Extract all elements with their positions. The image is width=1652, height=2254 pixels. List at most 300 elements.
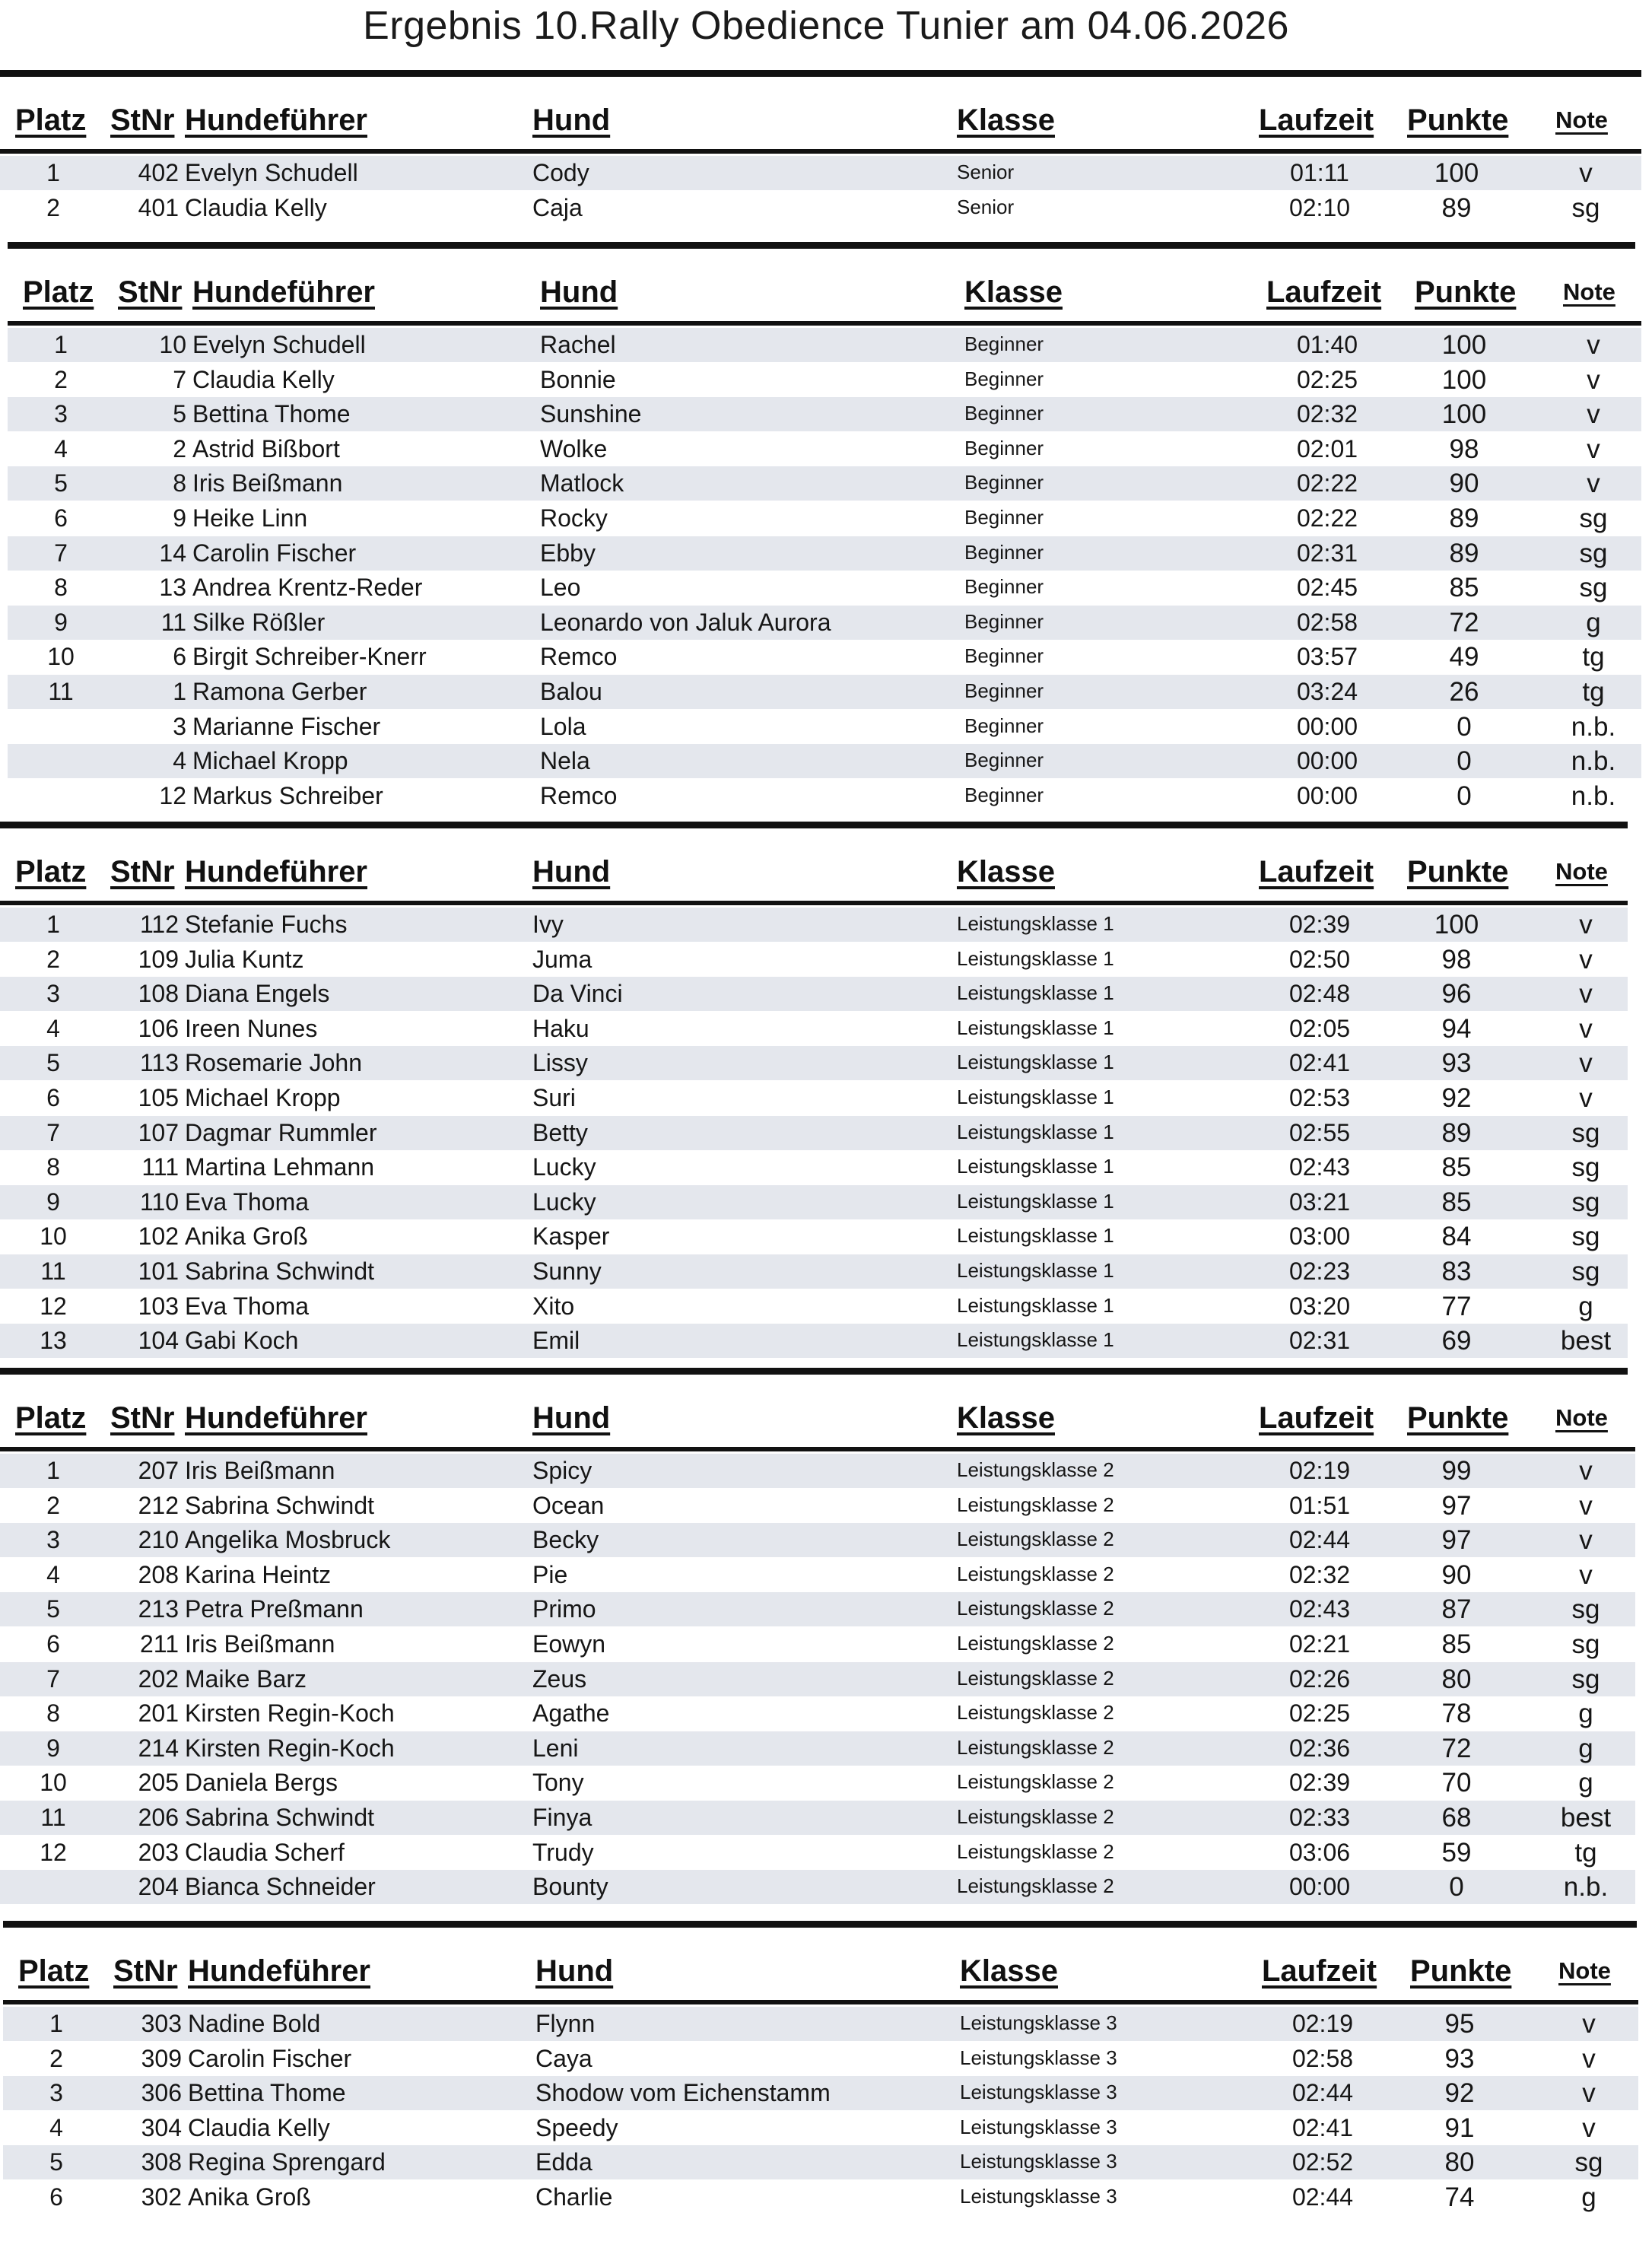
cell-name: Julia Kuntz [185,945,304,973]
cell-platz: 5 [46,1595,60,1623]
cell-laufzeit: 02:19 [1288,1457,1351,1484]
cell-note: v [1587,434,1600,464]
cell-note: sg [1579,573,1608,603]
table-row [8,675,1641,709]
column-header-klasse: Klasse [957,1401,1055,1435]
cell-punkte: 78 [1441,1699,1472,1729]
cell-stnr: 201 [138,1699,179,1728]
cell-klasse: Leistungsklasse 2 [957,1735,1114,1759]
cell-punkte: 93 [1444,2043,1475,2074]
cell-hund: Agathe [532,1699,610,1728]
table-row [0,1454,1635,1488]
cell-hund: Ivy [532,911,564,938]
cell-name: Birgit Schreiber-Knerr [192,643,427,671]
table-row [0,191,1641,225]
cell-platz: 3 [49,2079,63,2107]
column-header-hundefuehrer: Hundeführer [185,1401,367,1435]
cell-hund: Zeus [532,1664,587,1693]
cell-punkte: 95 [1444,2009,1475,2039]
cell-laufzeit: 01:11 [1290,159,1349,186]
cell-laufzeit: 02:44 [1291,2079,1354,2107]
cell-hund: Finya [532,1804,592,1831]
cell-punkte: 0 [1457,746,1472,777]
cell-name: Sabrina Schwindt [185,1804,375,1831]
cell-punkte: 68 [1441,1803,1472,1833]
cell-hund: Edda [535,2148,592,2176]
cell-laufzeit: 02:43 [1288,1153,1351,1181]
cell-name: Carolin Fischer [192,539,357,567]
cell-laufzeit: 03:00 [1288,1222,1351,1251]
cell-klasse: Leistungsklasse 2 [957,1701,1114,1725]
cell-note: v [1579,1048,1593,1079]
cell-name: Bettina Thome [188,2079,346,2107]
table-row [8,328,1641,362]
cell-stnr: 202 [138,1664,179,1693]
table-row [0,1185,1628,1219]
table-row [8,432,1641,466]
cell-name: Angelika Mosbruck [185,1526,391,1554]
cell-platz: 11 [40,1257,66,1285]
cell-klasse: Leistungsklasse 1 [957,1189,1114,1213]
cell-punkte: 85 [1441,1187,1472,1217]
cell-klasse: Leistungsklasse 3 [960,2081,1117,2104]
column-header-laufzeit: Laufzeit [1262,1954,1377,1988]
cell-name: Iris Beißmann [192,469,343,498]
cell-platz: 8 [46,1153,60,1181]
cell-hund: Da Vinci [532,980,623,1008]
cell-hund: Matlock [540,469,624,498]
cell-note: tg [1582,642,1605,672]
cell-platz: 4 [54,434,68,463]
cell-hund: Spicy [532,1457,592,1484]
table-row [0,943,1628,977]
cell-klasse: Leistungsklasse 3 [960,2115,1117,2138]
cell-name: Petra Preßmann [185,1595,364,1623]
cell-stnr: 105 [138,1084,179,1111]
cell-stnr: 3 [173,712,186,740]
cell-hund: Wolke [540,434,608,463]
column-header-punkte: Punkte [1407,103,1509,137]
table-row [0,1801,1635,1835]
cell-stnr: 13 [159,574,186,602]
cell-name: Eva Thoma [185,1292,310,1320]
cell-laufzeit: 02:10 [1288,193,1351,221]
cell-hund: Emil [532,1327,580,1355]
cell-note: g [1581,2182,1596,2212]
cell-name: Stefanie Fuchs [185,911,348,938]
cell-platz: 6 [54,504,68,532]
section-top-rule [0,1368,1628,1375]
column-header-punkte: Punkte [1407,1401,1509,1435]
cell-note: v [1579,910,1593,939]
cell-name: Kirsten Regin-Koch [185,1699,395,1728]
cell-stnr: 213 [138,1595,179,1623]
cell-stnr: 7 [173,365,186,393]
cell-note: sg [1571,192,1600,223]
page-title: Ergebnis 10.Rally Obedience Tunier am 04.06.2026 [363,4,1289,48]
cell-hund: Ebby [540,539,596,567]
cell-punkte: 83 [1441,1257,1472,1286]
cell-laufzeit: 02:01 [1296,434,1358,463]
column-header-stnr: StNr [110,103,175,137]
cell-note: v [1579,1013,1593,1044]
cell-stnr: 12 [159,781,186,809]
cell-stnr: 2 [173,434,186,463]
cell-note: n.b. [1571,780,1616,811]
cell-note: v [1582,2078,1596,2109]
cell-note: tg [1582,677,1605,707]
cell-laufzeit: 02:44 [1288,1526,1351,1554]
cell-hund: Lucky [532,1153,596,1181]
column-header-hundefuehrer: Hundeführer [188,1954,370,1988]
cell-platz: 4 [46,1014,60,1042]
cell-laufzeit: 02:44 [1291,2183,1354,2211]
cell-klasse: Beginner [964,402,1044,425]
cell-punkte: 98 [1441,944,1472,974]
cell-laufzeit: 02:21 [1288,1630,1351,1658]
cell-klasse: Leistungsklasse 2 [957,1493,1114,1516]
cell-name: Evelyn Schudell [185,159,358,186]
cell-stnr: 212 [138,1491,179,1519]
cell-name: Maike Barz [185,1664,307,1693]
cell-laufzeit: 02:50 [1288,945,1351,973]
cell-name: Markus Schreiber [192,781,383,809]
column-header-note: Note [1558,1957,1611,1984]
cell-laufzeit: 02:52 [1291,2148,1354,2176]
cell-name: Claudia Kelly [192,365,335,393]
cell-laufzeit: 02:19 [1291,2010,1354,2037]
cell-klasse: Beginner [964,332,1044,355]
section-top-rule [0,70,1641,77]
cell-platz: 4 [49,2113,63,2141]
cell-hund: Xito [532,1292,575,1320]
cell-note: sg [1571,1117,1600,1148]
cell-punkte: 93 [1441,1048,1472,1079]
column-header-punkte: Punkte [1415,275,1517,309]
cell-hund: Haku [532,1014,589,1042]
cell-hund: Suri [532,1084,576,1111]
cell-note: v [1579,1083,1593,1113]
cell-klasse: Beginner [964,540,1044,564]
cell-punkte: 84 [1441,1222,1472,1252]
table-row [0,1558,1635,1592]
cell-name: Rosemarie John [185,1049,362,1077]
cell-hund: Bounty [532,1873,608,1901]
cell-punkte: 70 [1441,1768,1472,1798]
column-header-note: Note [1555,1404,1608,1431]
column-header-platz: Platz [15,855,87,889]
cell-punkte: 94 [1441,1013,1472,1044]
cell-punkte: 85 [1441,1629,1472,1659]
cell-stnr: 402 [138,159,179,186]
cell-hund: Ocean [532,1491,605,1519]
cell-hund: Primo [532,1595,596,1623]
cell-stnr: 5 [173,400,186,428]
header-rule [0,901,1628,905]
cell-note: sg [1571,1187,1600,1217]
cell-note: sg [1579,504,1608,533]
cell-platz: 10 [40,1769,67,1797]
cell-name: Daniela Bergs [185,1769,338,1797]
column-header-platz: Platz [23,275,94,309]
cell-platz: 2 [54,365,68,393]
cell-laufzeit: 02:48 [1288,980,1351,1008]
cell-klasse: Leistungsklasse 1 [957,981,1114,1005]
column-header-hund: Hund [540,275,618,309]
cell-punkte: 90 [1441,1559,1472,1590]
table-row [0,156,1641,190]
column-header-note: Note [1563,278,1615,305]
cell-hund: Nela [540,747,590,775]
cell-klasse: Beginner [964,609,1044,633]
cell-punkte: 98 [1449,434,1479,464]
column-header-klasse: Klasse [960,1954,1058,1988]
column-header-platz: Platz [15,103,87,137]
cell-note: v [1582,2043,1596,2074]
cell-hund: Leonardo von Jaluk Aurora [540,608,831,636]
cell-laufzeit: 02:33 [1288,1804,1351,1831]
cell-platz: 3 [46,980,60,1008]
column-header-platz: Platz [18,1954,90,1988]
table-row [0,1696,1635,1731]
cell-name: Marianne Fischer [192,712,381,740]
cell-platz: 7 [46,1118,60,1146]
table-row [0,1662,1635,1696]
table-row [0,977,1628,1011]
table-row [0,1219,1628,1254]
cell-name: Claudia Kelly [185,193,327,221]
cell-note: v [1579,1525,1593,1556]
cell-platz: 9 [46,1187,60,1216]
table-row [0,1731,1635,1766]
cell-note: n.b. [1571,746,1616,777]
cell-platz: 2 [49,2044,63,2072]
cell-punkte: 97 [1441,1490,1472,1521]
cell-klasse: Leistungsklasse 1 [957,1086,1114,1108]
cell-laufzeit: 02:31 [1296,539,1358,567]
cell-note: v [1579,158,1593,188]
column-header-klasse: Klasse [957,855,1055,889]
cell-stnr: 101 [138,1257,179,1285]
column-header-laufzeit: Laufzeit [1259,103,1374,137]
cell-stnr: 104 [138,1327,179,1355]
cell-klasse: Senior [957,195,1015,218]
cell-stnr: 303 [141,2010,182,2037]
cell-note: sg [1574,2147,1603,2178]
cell-laufzeit: 02:39 [1288,1769,1351,1797]
cell-punkte: 0 [1457,780,1472,811]
table-row [8,466,1641,501]
cell-stnr: 204 [138,1873,179,1901]
cell-laufzeit: 00:00 [1288,1873,1351,1901]
table-row [8,571,1641,605]
table-row [3,2076,1638,2110]
cell-punkte: 96 [1441,979,1472,1009]
column-header-laufzeit: Laufzeit [1266,275,1382,309]
cell-punkte: 80 [1444,2147,1475,2178]
cell-platz: 5 [49,2148,63,2176]
cell-stnr: 106 [138,1014,179,1042]
cell-platz: 2 [46,945,60,973]
cell-hund: Pie [532,1560,568,1588]
cell-stnr: 308 [141,2148,182,2176]
cell-hund: Kasper [532,1222,610,1251]
cell-klasse: Beginner [964,679,1044,702]
cell-note: g [1586,607,1601,637]
table-row [0,1627,1635,1661]
cell-laufzeit: 02:05 [1288,1014,1351,1042]
cell-name: Gabi Koch [185,1327,299,1355]
column-header-stnr: StNr [118,275,183,309]
cell-laufzeit: 02:22 [1296,504,1358,532]
cell-klasse: Beginner [964,506,1044,529]
cell-laufzeit: 02:32 [1296,400,1358,428]
cell-punkte: 100 [1441,364,1487,395]
cell-laufzeit: 02:58 [1296,608,1358,636]
cell-hund: Eowyn [532,1630,606,1658]
table-row [8,501,1641,536]
cell-stnr: 111 [141,1153,179,1181]
cell-name: Sabrina Schwindt [185,1491,375,1519]
cell-punkte: 26 [1449,677,1479,707]
section-top-rule [3,1921,1637,1928]
cell-klasse: Leistungsklasse 2 [957,1874,1114,1898]
cell-punkte: 77 [1441,1291,1472,1321]
cell-stnr: 203 [138,1838,179,1866]
cell-name: Eva Thoma [185,1187,310,1216]
cell-hund: Leo [540,574,581,602]
cell-klasse: Leistungsklasse 3 [960,2046,1117,2069]
cell-platz: 11 [40,1804,66,1831]
cell-name: Carolin Fischer [188,2044,352,2072]
cell-name: Bettina Thome [192,400,351,428]
table-row [0,908,1628,942]
cell-name: Silke Rößler [192,608,326,636]
cell-stnr: 6 [173,643,186,671]
table-row [0,1116,1628,1150]
cell-name: Claudia Scherf [185,1838,345,1866]
cell-note: n.b. [1571,711,1616,742]
table-row [8,640,1641,674]
cell-platz: 3 [54,400,68,428]
table-row [0,1592,1635,1626]
cell-name: Iris Beißmann [185,1630,335,1658]
column-header-klasse: Klasse [957,103,1055,137]
column-header-klasse: Klasse [964,275,1063,309]
cell-klasse: Leistungsklasse 1 [957,946,1114,970]
cell-klasse: Leistungsklasse 1 [957,1120,1114,1143]
cell-name: Claudia Kelly [188,2113,330,2141]
cell-platz: 1 [46,911,60,938]
cell-name: Anika Groß [185,1222,308,1251]
cell-note: n.b. [1563,1872,1609,1903]
cell-laufzeit: 02:36 [1288,1734,1351,1762]
cell-stnr: 10 [159,331,186,358]
section-top-rule [8,242,1635,249]
table-row [3,2180,1638,2214]
cell-hund: Tony [532,1769,584,1797]
cell-laufzeit: 02:31 [1288,1327,1351,1355]
cell-punkte: 49 [1449,642,1479,672]
cell-punkte: 92 [1444,2078,1475,2109]
cell-klasse: Leistungsklasse 1 [957,1259,1114,1282]
cell-punkte: 89 [1441,192,1472,223]
table-row [0,1523,1635,1557]
cell-hund: Remco [540,643,618,671]
cell-hund: Juma [532,945,592,973]
cell-hund: Flynn [535,2010,596,2037]
cell-klasse: Leistungsklasse 2 [957,1597,1114,1620]
column-header-laufzeit: Laufzeit [1259,855,1374,889]
cell-name: Ramona Gerber [192,678,367,705]
cell-hund: Caja [532,193,583,221]
cell-stnr: 306 [141,2079,182,2107]
cell-stnr: 302 [141,2183,182,2211]
cell-stnr: 103 [138,1292,179,1320]
cell-klasse: Beginner [964,471,1044,494]
cell-stnr: 214 [138,1734,179,1762]
cell-note: sg [1571,1222,1600,1252]
cell-platz: 9 [46,1734,60,1762]
cell-name: Diana Engels [185,980,330,1008]
cell-punkte: 100 [1434,910,1479,939]
cell-note: g [1578,1699,1593,1729]
cell-name: Sabrina Schwindt [185,1257,375,1285]
cell-hund: Lissy [532,1049,588,1077]
cell-klasse: Leistungsklasse 1 [957,912,1114,935]
cell-punkte: 85 [1449,573,1479,603]
cell-laufzeit: 01:40 [1296,331,1358,358]
column-header-hundefuehrer: Hundeführer [185,103,367,137]
cell-laufzeit: 02:53 [1288,1084,1351,1111]
cell-laufzeit: 02:41 [1291,2113,1354,2141]
cell-laufzeit: 03:21 [1288,1187,1351,1216]
column-header-hund: Hund [535,1954,614,1988]
cell-klasse: Leistungsklasse 3 [960,2185,1117,2208]
cell-laufzeit: 03:57 [1296,643,1358,671]
column-header-hundefuehrer: Hundeführer [185,855,367,889]
cell-stnr: 112 [139,911,179,938]
cell-punkte: 97 [1441,1525,1472,1556]
cell-name: Michael Kropp [192,747,348,775]
cell-punkte: 72 [1449,607,1479,637]
cell-name: Dagmar Rummler [185,1118,377,1146]
cell-klasse: Beginner [964,749,1044,772]
column-header-hund: Hund [532,1401,611,1435]
cell-klasse: Beginner [964,714,1044,737]
cell-stnr: 110 [139,1187,179,1216]
cell-name: Karina Heintz [185,1560,332,1588]
cell-note: g [1578,1768,1593,1798]
table-row [8,363,1641,397]
cell-note: v [1587,330,1600,360]
cell-platz: 6 [49,2183,63,2211]
cell-punkte: 100 [1441,330,1487,360]
table-row [8,779,1641,813]
cell-stnr: 211 [139,1630,179,1658]
cell-stnr: 8 [173,469,186,498]
table-row [3,2145,1638,2179]
cell-stnr: 206 [138,1804,179,1831]
cell-platz: 7 [54,539,68,567]
cell-klasse: Leistungsklasse 1 [957,1155,1114,1178]
cell-name: Regina Sprengard [188,2148,386,2176]
table-row [3,2007,1638,2041]
cell-name: Iris Beißmann [185,1457,335,1484]
cell-name: Anika Groß [188,2183,311,2211]
cell-hund: Remco [540,781,618,809]
cell-platz: 1 [49,2010,63,2037]
